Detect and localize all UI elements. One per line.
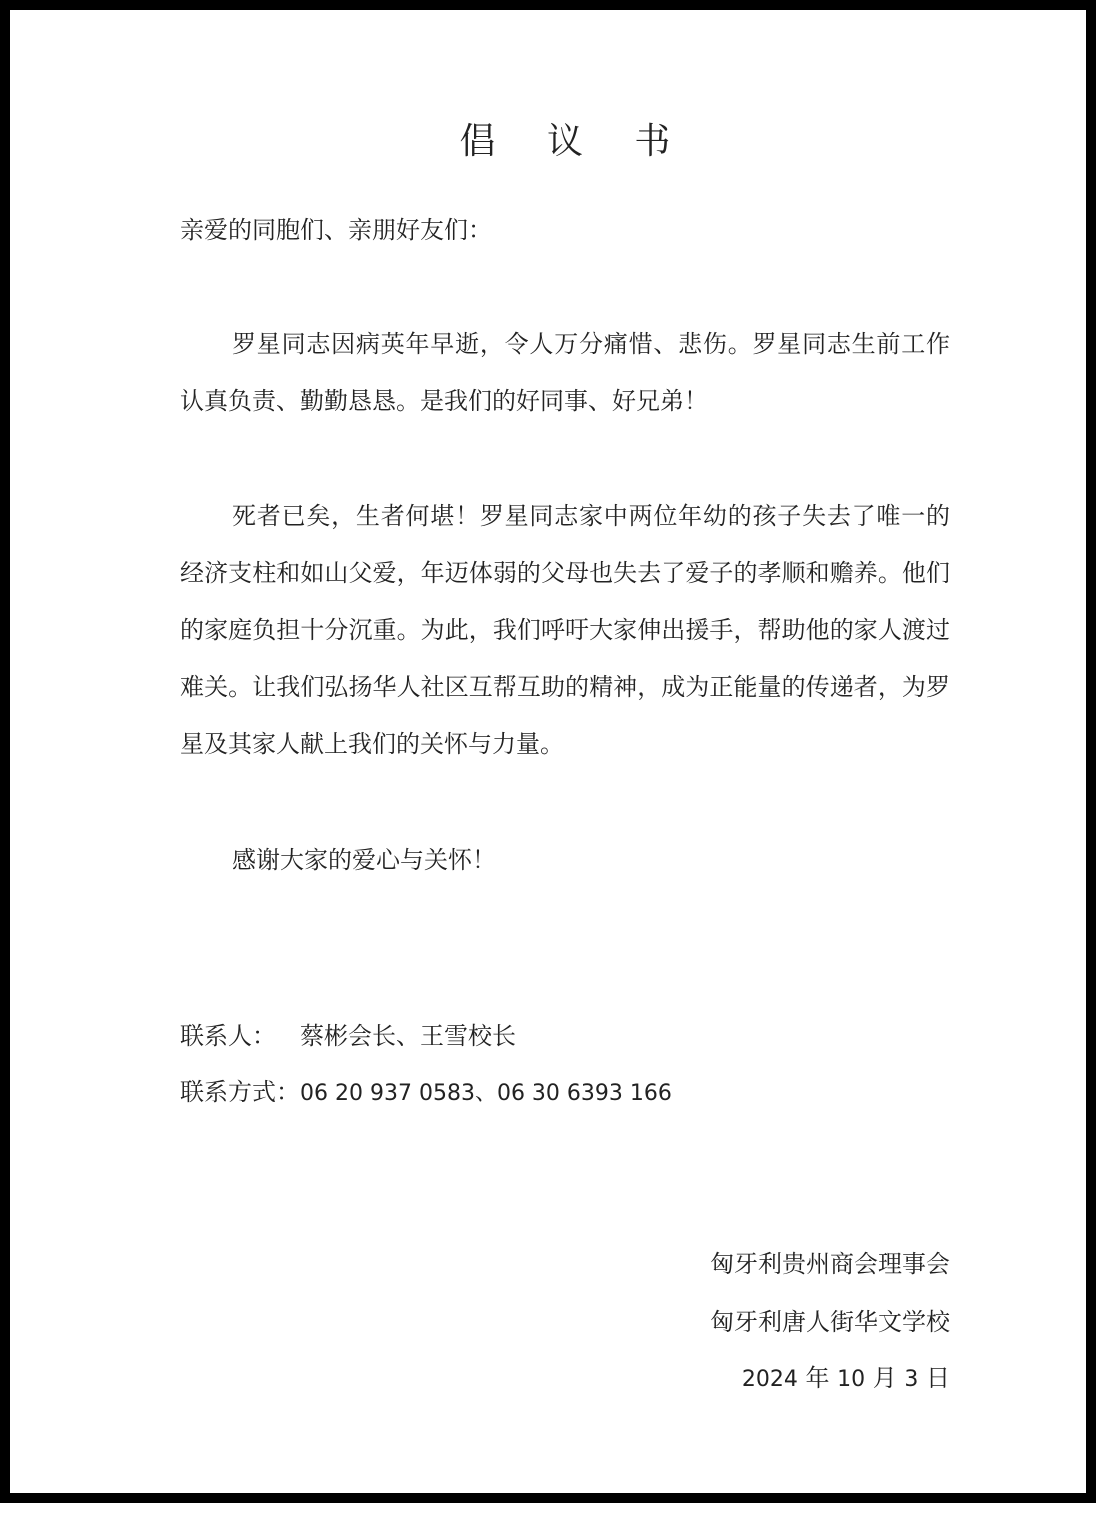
contact-person-line [180,1018,516,1054]
date-month-unit: 月 [865,1364,905,1392]
date-year-unit: 年 [797,1364,838,1392]
date-month: 10 [837,1367,866,1392]
date-day: 3 [904,1367,919,1392]
paragraph-1: 罗星同志因病英年早逝，令人万分痛惜、悲伤。罗星同志生前工作认真负责、勤勤恳恳。是我们的好同事、好兄弟！ [180,330,950,415]
contact-phone-line [180,1074,672,1112]
signature-organization-2: 匈牙利唐人街华文学校 [710,1308,950,1336]
document-title: 倡 议 书 [459,121,691,162]
signature-date [742,1360,950,1398]
date-day-unit: 日 [918,1364,950,1392]
contact-phone-label: 联系方式： [180,1078,300,1106]
signature-organization-1: 匈牙利贵州商会理事会 [710,1250,950,1278]
salutation: 亲爱的同胞们、亲朋好友们： [180,216,492,244]
contact-phone-value: 06 20 937 0583、06 30 6393 166 [300,1081,672,1106]
paragraph-3: 感谢大家的爱心与关怀！ [232,846,496,874]
contact-person-value: 蔡彬会长、王雪校长 [300,1022,516,1050]
document-page [180,10,950,1513]
contact-person-label: 联系人： [180,1022,276,1050]
date-year: 2024 [741,1367,798,1392]
paragraph-2: 死者已矣，生者何堪！罗星同志家中两位年幼的孩子失去了唯一的经济支柱和如山父爱，年迈体弱的父母也失去了爱子的孝顺和赡养。他们的家庭负担十分沉重。为此，我们呼吁大家伸出援手，帮助他的家人渡过难关。让我们弘扬华人社区互帮互助的精神，成为正能量的传递者，为罗星及其家人献上我们的关怀与力量。 [180,502,950,758]
